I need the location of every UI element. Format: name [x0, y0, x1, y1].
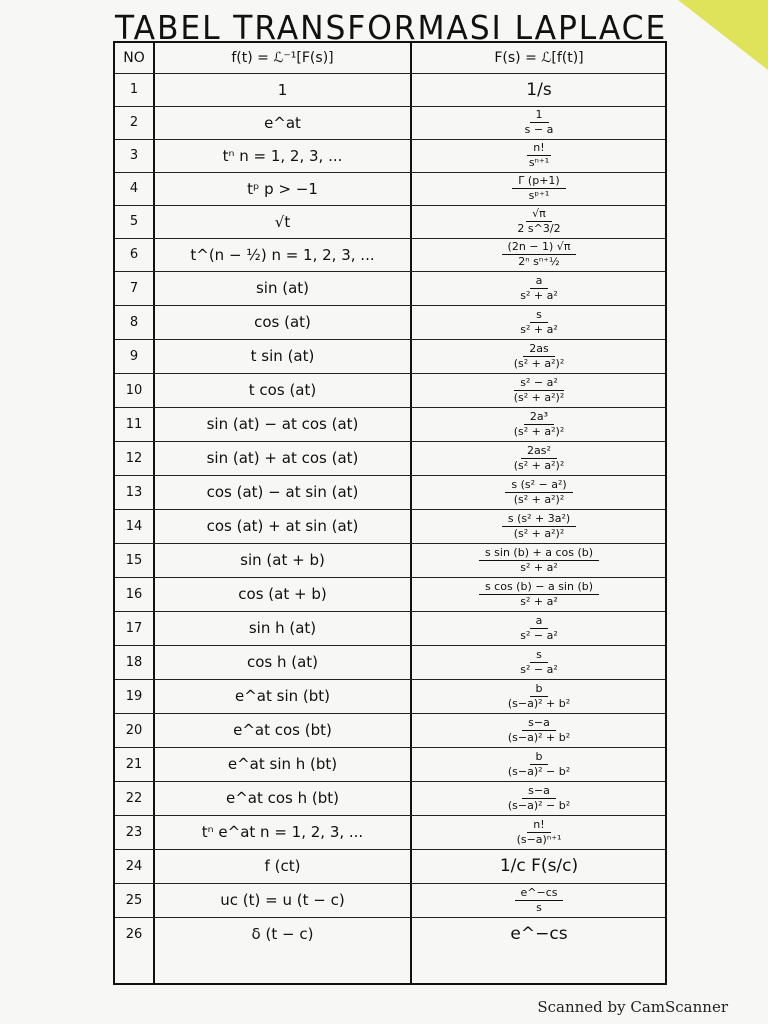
transform-numerator: a — [530, 615, 549, 629]
time-function: cos h (at) — [246, 653, 319, 671]
transform-denominator: (s² + a²)² — [513, 356, 565, 370]
transform-fraction — [508, 377, 571, 403]
transform-cell — [412, 73, 666, 106]
transform-cell — [412, 611, 666, 645]
table-row — [115, 543, 665, 578]
transform-numerator: s (s² − a²) — [505, 479, 572, 493]
table-row — [115, 106, 665, 140]
transform-denominator: s² + a² — [520, 322, 558, 336]
row-number: 25 — [125, 892, 143, 908]
transform-fraction — [514, 275, 564, 301]
transform-cell — [412, 271, 666, 305]
transform-cell — [412, 849, 666, 883]
table-row — [115, 781, 665, 816]
row-number: 16 — [125, 586, 143, 602]
table-row — [115, 611, 665, 646]
table-row — [115, 407, 665, 442]
transform-numerator: 2as — [523, 343, 554, 357]
transform-numerator: 2as² — [521, 445, 557, 459]
transform-fraction — [512, 175, 565, 201]
table-row — [115, 713, 665, 748]
transform-cell — [412, 305, 666, 339]
time-function: sin h (at) — [248, 619, 317, 637]
row-number: 17 — [125, 620, 143, 636]
header-no: NO — [123, 50, 145, 66]
time-function: 1 — [277, 80, 288, 99]
time-function: e^at sin h (bt) — [227, 755, 338, 773]
transform-numerator: b — [530, 683, 549, 697]
table-row — [115, 305, 665, 340]
table-row — [115, 509, 665, 544]
row-number: 10 — [125, 382, 143, 398]
row-number: 4 — [129, 181, 139, 196]
transform-cell — [412, 106, 666, 139]
transform-numerator: s² − a² — [514, 377, 564, 391]
transform-denominator: (s² + a²)² — [513, 458, 565, 472]
transform-expression: 1/s — [526, 79, 552, 100]
transform-fraction — [508, 343, 571, 369]
row-number: 14 — [125, 518, 143, 534]
transform-fraction — [479, 547, 599, 573]
transform-fraction — [508, 445, 571, 471]
transform-denominator: (s² + a²)² — [513, 492, 565, 506]
transform-denominator: s − a — [524, 123, 554, 136]
transform-fraction — [511, 208, 566, 234]
row-number: 20 — [125, 722, 143, 738]
time-function: sin (at) — [255, 279, 310, 297]
transform-numerator: n! — [527, 142, 550, 156]
transform-denominator: (s−a)ⁿ⁺¹ — [516, 832, 562, 846]
row-number: 22 — [125, 790, 143, 806]
transform-cell — [412, 781, 666, 815]
transform-expression: e^−cs — [510, 924, 568, 944]
row-number: 13 — [125, 484, 143, 500]
transform-denominator: s² − a² — [520, 628, 558, 642]
transform-cell — [412, 679, 666, 713]
table-row — [115, 373, 665, 408]
header-ft: f(t) = ℒ⁻¹[F(s)] — [231, 50, 334, 66]
transform-denominator: s — [536, 900, 542, 914]
transform-cell — [412, 139, 666, 172]
row-number: 6 — [129, 247, 139, 262]
time-function: tⁿ e^at n = 1, 2, 3, ... — [201, 823, 364, 841]
transform-cell — [412, 917, 666, 951]
scanner-watermark: Scanned by CamScanner — [537, 998, 728, 1016]
transform-numerator: s sin (b) + a cos (b) — [479, 547, 599, 561]
row-number: 1 — [129, 82, 139, 97]
transform-fraction — [519, 109, 560, 135]
time-function: sin (at + b) — [240, 551, 325, 569]
row-number: 3 — [129, 148, 139, 163]
transform-denominator: (s−a)² − b² — [507, 798, 571, 812]
table-row — [115, 747, 665, 782]
transform-fraction — [523, 142, 555, 168]
transform-cell — [412, 713, 666, 747]
time-function: cos (at + b) — [238, 585, 327, 603]
transform-denominator: s² + a² — [520, 560, 558, 574]
transform-denominator: (s−a)² − b² — [507, 764, 571, 778]
transform-fraction — [514, 309, 564, 335]
row-number: 26 — [125, 926, 143, 942]
time-function: t cos (at) — [248, 381, 317, 399]
transform-cell — [412, 815, 666, 849]
transform-fraction — [514, 649, 564, 675]
transform-numerator: e^−cs — [515, 887, 564, 901]
transform-denominator: s² + a² — [520, 594, 558, 608]
time-function: cos (at) − at sin (at) — [206, 483, 359, 501]
transform-fraction — [479, 581, 599, 607]
transform-cell — [412, 747, 666, 781]
time-function: e^at cos (bt) — [233, 721, 332, 739]
transform-numerator: 1 — [530, 109, 549, 123]
table-row — [115, 271, 665, 306]
transform-numerator: a — [530, 275, 549, 289]
transform-numerator: Γ (p+1) — [512, 175, 565, 189]
transform-cell — [412, 172, 666, 205]
transform-fraction — [511, 819, 568, 845]
transform-fraction — [502, 751, 576, 777]
transform-cell — [412, 205, 666, 238]
row-number: 8 — [129, 314, 139, 330]
transform-cell — [412, 339, 666, 373]
time-function: cos (at) + at sin (at) — [206, 517, 359, 535]
table-row — [115, 475, 665, 510]
time-function: cos (at) — [254, 313, 311, 331]
transform-numerator: s — [530, 309, 548, 323]
transform-numerator: s cos (b) − a sin (b) — [479, 581, 599, 595]
transform-denominator: s² − a² — [520, 662, 558, 676]
row-number: 11 — [125, 416, 143, 432]
time-function: tⁿ n = 1, 2, 3, ... — [222, 146, 343, 165]
row-number: 19 — [125, 688, 143, 704]
time-function: e^at — [264, 113, 301, 132]
table-row — [115, 917, 665, 951]
table-row — [115, 849, 665, 884]
transform-denominator: 2 s^3/2 — [517, 222, 561, 235]
time-function: uc (t) = u (t − c) — [220, 891, 345, 909]
transform-expression: 1/c F(s/c) — [499, 856, 579, 876]
transform-fraction — [502, 513, 576, 539]
table-row — [115, 339, 665, 374]
table-row — [115, 679, 665, 714]
table-row — [115, 238, 665, 272]
row-number: 18 — [125, 654, 143, 670]
table-row — [115, 441, 665, 476]
time-function: t sin (at) — [250, 347, 315, 365]
table-header-row — [115, 43, 665, 74]
time-function: sin (at) − at cos (at) — [206, 415, 359, 433]
time-function: sin (at) + at cos (at) — [206, 449, 359, 467]
transform-fraction — [505, 479, 572, 505]
time-function: tᵖ p > −1 — [247, 179, 318, 198]
transform-fraction — [515, 887, 564, 913]
row-number: 24 — [125, 858, 143, 874]
transform-cell — [412, 475, 666, 509]
transform-numerator: (2n − 1) √π — [502, 241, 577, 255]
time-function: e^at sin (bt) — [234, 687, 330, 705]
transform-numerator: s−a — [522, 785, 556, 799]
transform-denominator: sⁿ⁺¹ — [528, 156, 550, 169]
header-fs: F(s) = ℒ[f(t)] — [494, 50, 584, 66]
time-function: f (ct) — [264, 857, 301, 875]
time-function: t^(n − ½) n = 1, 2, 3, ... — [190, 245, 375, 264]
transform-denominator: (s−a)² + b² — [507, 730, 571, 744]
transform-cell — [412, 543, 666, 577]
laplace-table — [113, 41, 667, 985]
table-row — [115, 172, 665, 206]
transform-numerator: n! — [527, 819, 550, 833]
time-function: √t — [274, 212, 291, 231]
transform-fraction — [502, 785, 576, 811]
transform-fraction — [514, 615, 564, 641]
highlighter-corner — [678, 0, 768, 70]
table-row — [115, 73, 665, 107]
transform-denominator: (s² + a²)² — [513, 424, 565, 438]
transform-cell — [412, 509, 666, 543]
transform-cell — [412, 577, 666, 611]
table-row — [115, 815, 665, 850]
transform-numerator: 2a³ — [524, 411, 554, 425]
row-number: 12 — [125, 450, 143, 466]
transform-cell — [412, 645, 666, 679]
transform-denominator: (s² + a²)² — [513, 526, 565, 540]
transform-fraction — [508, 411, 571, 437]
transform-denominator: (s−a)² + b² — [507, 696, 571, 710]
transform-denominator: (s² + a²)² — [513, 390, 565, 404]
transform-cell — [412, 407, 666, 441]
row-number: 15 — [125, 552, 143, 568]
row-number: 7 — [129, 280, 139, 296]
row-number: 5 — [129, 214, 139, 229]
transform-fraction — [502, 683, 576, 709]
transform-denominator: 2ⁿ sⁿ⁺½ — [518, 255, 560, 268]
transform-numerator: b — [530, 751, 549, 765]
transform-denominator: s² + a² — [520, 288, 558, 302]
table-row — [115, 139, 665, 173]
row-number: 9 — [129, 348, 139, 364]
row-number: 23 — [125, 824, 143, 840]
transform-numerator: s−a — [522, 717, 556, 731]
row-number: 21 — [125, 756, 143, 772]
transform-cell — [412, 441, 666, 475]
transform-denominator: sᵖ⁺¹ — [528, 189, 550, 202]
transform-fraction — [502, 241, 577, 267]
transform-cell — [412, 373, 666, 407]
table-row — [115, 883, 665, 918]
transform-fraction — [502, 717, 576, 743]
transform-numerator: s — [530, 649, 548, 663]
time-function: e^at cos h (bt) — [225, 789, 340, 807]
transform-cell — [412, 238, 666, 271]
time-function: δ (t − c) — [251, 925, 314, 943]
transform-cell — [412, 883, 666, 917]
table-row — [115, 645, 665, 680]
page-title: TABEL TRANSFORMASI LAPLACE — [115, 8, 668, 47]
table-row — [115, 577, 665, 612]
transform-numerator: s (s² + 3a²) — [502, 513, 576, 527]
table-row — [115, 205, 665, 239]
transform-numerator: √π — [526, 208, 552, 222]
row-number: 2 — [129, 115, 139, 130]
